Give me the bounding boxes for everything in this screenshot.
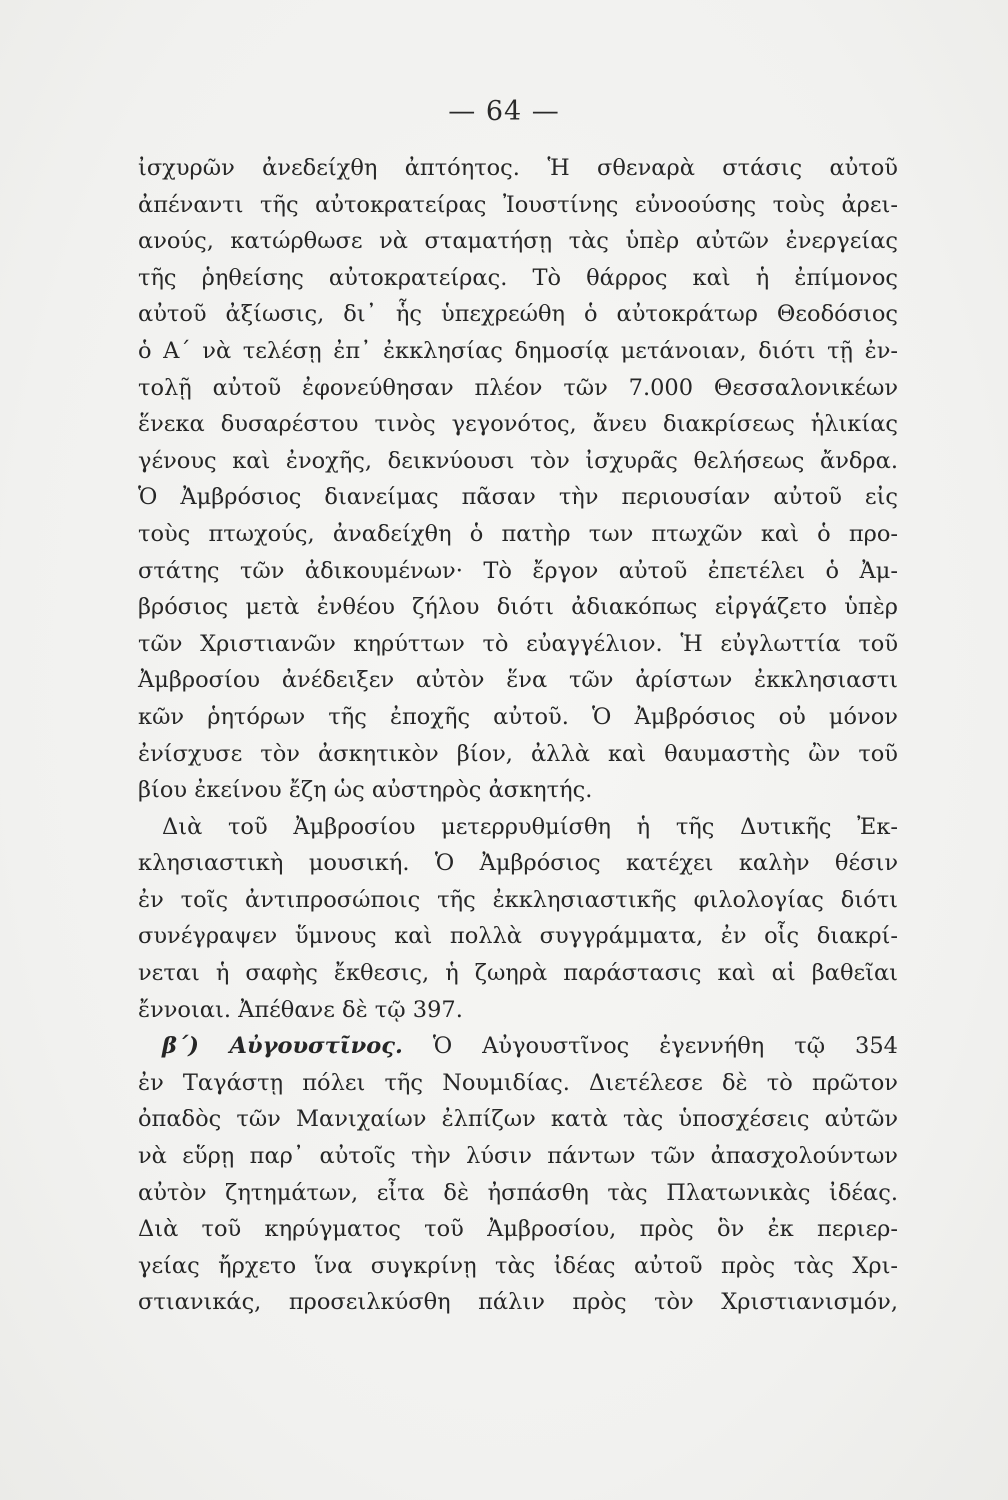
text-line: αὐτὸν ζητημάτων, εἶτα δὲ ἠσπάσθη τὰς Πλατωνικὰς ἰδέας. bbox=[138, 1179, 898, 1206]
text-line: τολῇ αὐτοῦ ἐφονεύθησαν πλέον τῶν 7.000 Θεσσαλονικέων bbox=[138, 374, 898, 401]
text-line: τῶν Χριστιανῶν κηρύττων τὸ εὐαγγέλιον. Ἡ εὐγλωττία τοῦ bbox=[138, 630, 898, 657]
section-heading-augustine: β΄) Αὐγουστῖνος. bbox=[162, 1033, 403, 1060]
text-line: ἕνεκα δυσαρέστου τινὸς γεγονότος, ἄνευ διακρίσεως ἡλικίας bbox=[138, 411, 898, 438]
text-line: ὀπαδὸς τῶν Μανιχαίων ἐλπίζων κατὰ τὰς ὑποσχέσεις αὐτῶν bbox=[138, 1106, 898, 1133]
text-line: ἐνίσχυσε τὸν ἀσκητικὸν βίον, ἀλλὰ καὶ θαυμαστὴς ὢν τοῦ bbox=[138, 740, 898, 767]
text-line: Διὰ τοῦ κηρύγματος τοῦ Ἀμβροσίου, πρὸς ὃν ἐκ περιερ- bbox=[138, 1216, 898, 1243]
paragraph-start-line: Διὰ τοῦ Ἀμβροσίου μετερρυθμίσθη ἡ τῆς Δυτικῆς Ἐκ- bbox=[162, 813, 898, 840]
text-line: κῶν ῥητόρων τῆς ἐποχῆς αὐτοῦ. Ὁ Ἀμβρόσιος οὐ μόνον bbox=[138, 703, 898, 730]
text-line: γένους καὶ ἐνοχῆς, δεικνύουσι τὸν ἰσχυρᾶς θελήσεως ἄνδρα. bbox=[138, 447, 898, 474]
page-number: — 64 — bbox=[448, 96, 560, 127]
text-line: στάτης τῶν ἀδικουμένων· Τὸ ἔργον αὐτοῦ ἐπετέλει ὁ Ἀμ- bbox=[138, 557, 898, 584]
text-line: βίου ἐκείνου ἔζη ὡς αὐστηρὸς ἀσκητής. bbox=[138, 777, 593, 804]
text-line: ἀπέναντι τῆς αὐτοκρατείρας Ἰουστίνης εὐνοούσης τοὺς ἀρει- bbox=[138, 191, 898, 218]
text-line: στιανικάς, προσειλκύσθη πάλιν πρὸς τὸν Χριστιανισμόν, bbox=[138, 1289, 898, 1316]
text-line: συνέγραψεν ὕμνους καὶ πολλὰ συγγράμματα, ἐν οἷς διακρί- bbox=[138, 923, 898, 950]
section-heading-rest: Ὁ Αὐγουστῖνος ἐγεννήθη τῷ 354 bbox=[402, 1033, 898, 1060]
text-line: ἔννοιαι. Ἀπέθανε δὲ τῷ 397. bbox=[138, 996, 463, 1023]
text-line: νεται ἡ σαφὴς ἔκθεσις, ἡ ζωηρὰ παράστασις καὶ αἱ βαθεῖαι bbox=[138, 960, 898, 987]
text-line: ἐν Ταγάστῃ πόλει τῆς Νουμιδίας. Διετέλεσε δὲ τὸ πρῶτον bbox=[138, 1069, 898, 1096]
text-line: ἰσχυρῶν ἀνεδείχθη ἀπτόητος. Ἡ σθεναρὰ στάσις αὐτοῦ bbox=[138, 155, 898, 181]
text-line: ὁ Α΄ νὰ τελέσῃ ἐπ᾽ ἐκκλησίας δημοσίᾳ μετάνοιαν, διότι τῇ ἐν- bbox=[138, 337, 898, 364]
body-text bbox=[138, 150, 898, 1321]
text-line: Ἀμβροσίου ἀνέδειξεν αὐτὸν ἕνα τῶν ἀρίστων ἐκκλησιαστι bbox=[138, 667, 898, 694]
text-line: Ὁ Ἀμβρόσιος διανείμας πᾶσαν τὴν περιουσίαν αὐτοῦ εἰς bbox=[138, 484, 898, 511]
text-line: νὰ εὕρῃ παρ᾽ αὐτοῖς τὴν λύσιν πάντων τῶν ἀπασχολούντων bbox=[138, 1143, 898, 1170]
text-line: γείας ἤρχετο ἵνα συγκρίνῃ τὰς ἰδέας αὐτοῦ πρὸς τὰς Χρι- bbox=[138, 1252, 898, 1279]
section-heading-line bbox=[138, 1028, 898, 1065]
text-line: τοὺς πτωχούς, ἀναδείχθη ὁ πατὴρ των πτωχῶν καὶ ὁ προ- bbox=[138, 520, 898, 547]
text-line: αὐτοῦ ἀξίωσις, δι᾽ ἧς ὑπεχρεώθη ὁ αὐτοκράτωρ Θεοδόσιος bbox=[138, 301, 898, 328]
text-line: κλησιαστικὴ μουσική. Ὁ Ἀμβρόσιος κατέχει καλὴν θέσιν bbox=[138, 850, 898, 877]
text-line: ἐν τοῖς ἀντιπροσώποις τῆς ἐκκλησιαστικῆς φιλολογίας διότι bbox=[138, 886, 898, 913]
text-line: ανούς, κατώρθωσε νὰ σταματήσῃ τὰς ὑπὲρ αὐτῶν ἐνεργείας bbox=[138, 228, 898, 255]
text-line: βρόσιος μετὰ ἐνθέου ζήλου διότι ἀδιακόπως εἰργάζετο ὑπὲρ bbox=[138, 594, 898, 621]
text-line: τῆς ῥηθείσης αὐτοκρατείρας. Τὸ θάρρος καὶ ἡ ἐπίμονος bbox=[138, 264, 898, 291]
